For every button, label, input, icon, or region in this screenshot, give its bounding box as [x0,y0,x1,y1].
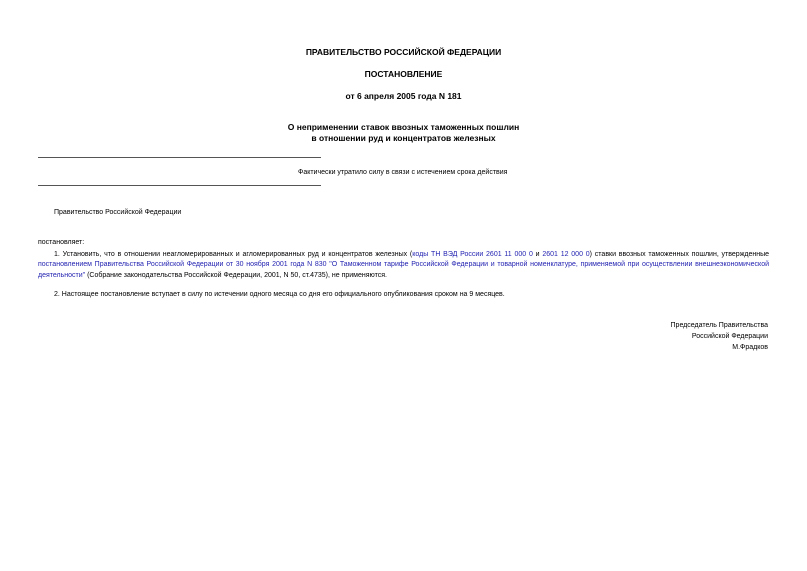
decrees-line: постановляет: [38,239,85,246]
link-decree-830[interactable]: постановлением Правительства Российской Федерации от 30 ноября 2001 года N 830 "О Таможенном тарифе Российской Федерации и товарной номенклатуре, применяемой при осуществлении внешнеэкономической деятельности" [38,261,769,279]
paragraph-1 [38,250,769,281]
document-title-line1: О неприменении ставок ввозных таможенных пошлин [287,122,520,132]
government-line: Правительство Российской Федерации [54,209,182,216]
divider-top [38,157,321,158]
divider-bottom [38,185,321,186]
paragraph-1-end: (Собрание законодательства Российской Федерации, 2001, N 50, ст.4735), не применяются. [85,271,387,279]
paragraph-1-start: 1. Установить, что в отношении неагломерированных и агломерированных руд и концентратов железных ( [54,251,413,258]
issuer-heading: ПРАВИТЕЛЬСТВО РОССИЙСКОЙ ФЕДЕРАЦИИ [305,47,502,57]
paragraph-2: 2. Настоящее постановление вступает в силу по истечении одного месяца со дня его официального опубликования сроком на 9 месяцев. [54,291,505,298]
link-tn-ved-code-1[interactable]: коды ТН ВЭД России 2601 11 000 0 [412,251,533,258]
paragraph-1-mid: ) ставки ввозных таможенных пошлин, утвержденные [589,251,770,258]
document-type: ПОСТАНОВЛЕНИЕ [364,69,443,79]
document-title-line2: в отношении руд и концентратов железных [311,133,496,143]
signature-position: Председатель Правительства [670,322,768,329]
signature-organization: Российской Федерации [691,333,768,340]
document-date: от 6 апреля 2005 года N 181 [345,91,462,101]
link-tn-ved-code-2[interactable]: 2601 12 000 0 [542,251,590,258]
paragraph-1-and: и [532,251,543,258]
signature-name: М.Фрадков [732,344,768,351]
status-note: Фактически утратило силу в связи с истечением срока действия [298,169,508,176]
